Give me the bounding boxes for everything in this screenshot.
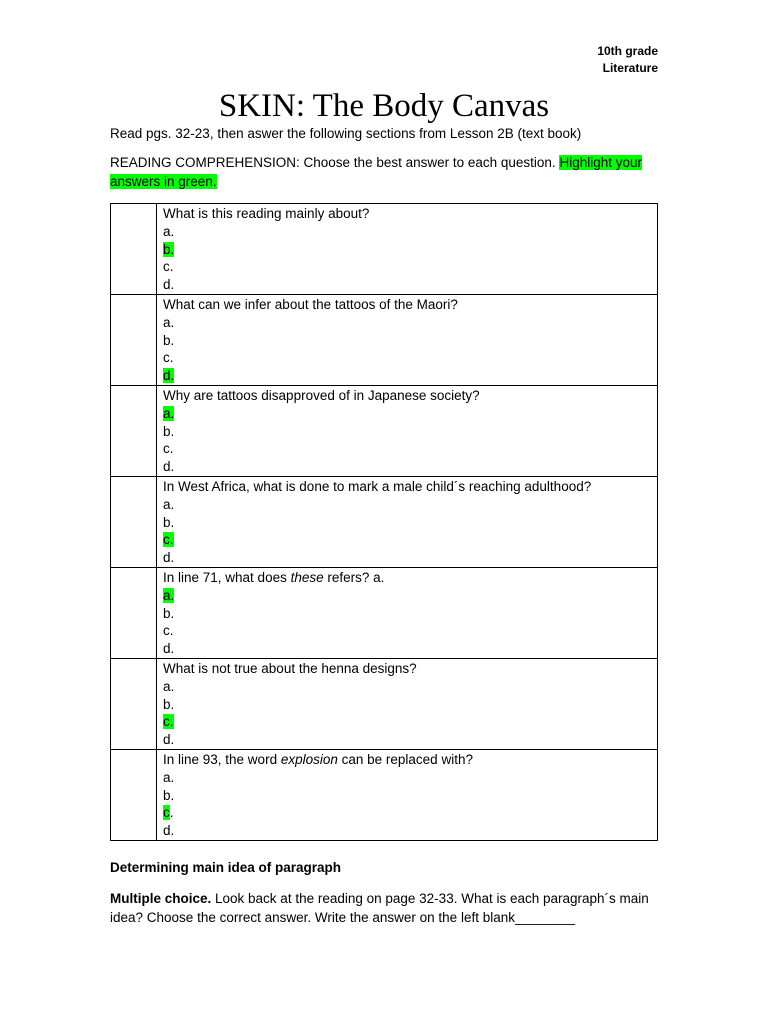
answer-option[interactable] [163,804,651,822]
answer-option[interactable] [163,822,651,840]
question-cell [157,476,658,567]
answer-option[interactable] [163,622,651,640]
option-label: b. [163,696,175,712]
rc-label: READING COMPREHENSION: Choose the best answer to each question. [110,155,556,170]
answer-option[interactable] [163,549,651,567]
highlighted-answer: c. [163,714,174,730]
option-label: a. [163,496,175,512]
question-row [111,567,658,658]
question-label: refers? a. [323,569,385,585]
question-label: Why are tattoos disapproved of in Japanese society? [163,387,480,403]
answer-blank-cell[interactable] [111,204,157,295]
option-label: d. [163,641,175,657]
question-label: In line 71, what does [163,569,291,585]
subject-name: Literature [602,61,658,75]
question-row [111,204,658,295]
question-row [111,658,658,749]
question-text [163,205,651,223]
option-label: a. [163,678,175,694]
question-cell [157,204,658,295]
option-label: c. [163,623,174,639]
rc-highlight-text: Highlight your answers in green. [110,155,642,189]
question-text [163,751,651,769]
option-label: a. [163,223,175,239]
highlighted-answer: b. [163,241,175,257]
question-text [163,387,651,405]
answer-option[interactable] [163,241,651,259]
highlighted-answer: d. [163,368,175,384]
question-text [163,660,651,678]
answer-option[interactable] [163,332,651,350]
instructions [110,125,670,191]
question-text [163,478,651,496]
option-label: a. [163,769,175,785]
option-label: b. [163,332,175,348]
question-cell [157,385,658,476]
option-label: d. [163,459,175,475]
answer-option[interactable] [163,605,651,623]
answer-option[interactable] [163,531,651,549]
answer-option[interactable] [163,276,651,294]
option-label: b. [163,787,175,803]
question-cell [157,294,658,385]
page-title: SKIN: The Body Canvas [218,88,550,124]
highlighted-answer: a. [163,405,175,421]
question-label: What is this reading mainly about? [163,206,370,221]
option-label: a. [163,314,175,330]
answer-option[interactable] [163,440,651,458]
option-label: b. [163,605,175,621]
answer-option[interactable] [163,787,651,805]
answer-option[interactable] [163,587,651,605]
answer-option[interactable] [163,223,651,241]
reading-comprehension-instruction [110,153,670,191]
question-row [111,294,658,385]
question-label: In West Africa, what is done to mark a male child´s reaching adulthood? [163,478,592,494]
answer-blank-cell[interactable] [111,567,157,658]
question-label: can be replaced with? [337,751,473,767]
answer-blank-cell[interactable] [111,476,157,567]
option-label: b. [163,514,175,530]
section-heading-main-idea: Determining main idea of paragraph [110,860,342,875]
answer-option[interactable] [163,423,651,441]
question-label: What is not true about the henna designs? [163,660,417,676]
highlighted-answer: c. [163,532,174,548]
question-row [111,385,658,476]
grade-level: 10th grade [597,44,658,58]
answer-option[interactable] [163,496,651,514]
answer-option[interactable] [163,696,651,714]
answer-option[interactable] [163,514,651,532]
grade-header [597,43,658,77]
questions-table [110,203,658,841]
answer-option[interactable] [163,640,651,658]
question-row [111,749,658,840]
highlighted-answer-suffix: . [169,805,174,821]
highlighted-answer: a. [163,587,175,603]
option-label: d. [163,732,175,748]
option-label: d. [163,277,175,293]
answer-option[interactable] [163,678,651,696]
answer-blank-cell[interactable] [111,294,157,385]
option-label: c. [163,350,174,366]
mc-label: Multiple choice. [110,891,212,906]
answer-option[interactable] [163,405,651,423]
mc-text: Look back at the reading on page 32-33. What is each paragraph´s main idea? Choose the correct answer. Write the answer on the left blank________ [110,891,649,925]
answer-blank-cell[interactable] [111,385,157,476]
answer-blank-cell[interactable] [111,658,157,749]
question-emphasis: these [290,569,324,585]
answer-option[interactable] [163,349,651,367]
answer-option[interactable] [163,367,651,385]
multiple-choice-instruction [110,889,670,927]
answer-blank-cell[interactable] [111,749,157,840]
question-emphasis: explosion [280,751,338,767]
question-cell [157,749,658,840]
answer-option[interactable] [163,458,651,476]
option-label: d. [163,550,175,566]
answer-option[interactable] [163,731,651,749]
answer-option[interactable] [163,713,651,731]
question-label: In line 93, the word [163,751,281,767]
question-row [111,476,658,567]
option-label: d. [163,823,175,839]
option-label: c. [163,259,174,275]
question-cell [157,658,658,749]
option-label: c. [163,441,174,457]
option-label: b. [163,423,175,439]
answer-option[interactable] [163,314,651,332]
question-cell [157,567,658,658]
answer-option[interactable] [163,258,651,276]
answer-option[interactable] [163,769,651,787]
question-text [163,569,651,587]
reading-instruction: Read pgs. 32-23, then aswer the following sections from Lesson 2B (text book) [110,126,582,141]
question-label: What can we infer about the tattoos of the Maori? [163,296,458,312]
highlighted-answer: c [163,805,170,821]
question-text [163,296,651,314]
